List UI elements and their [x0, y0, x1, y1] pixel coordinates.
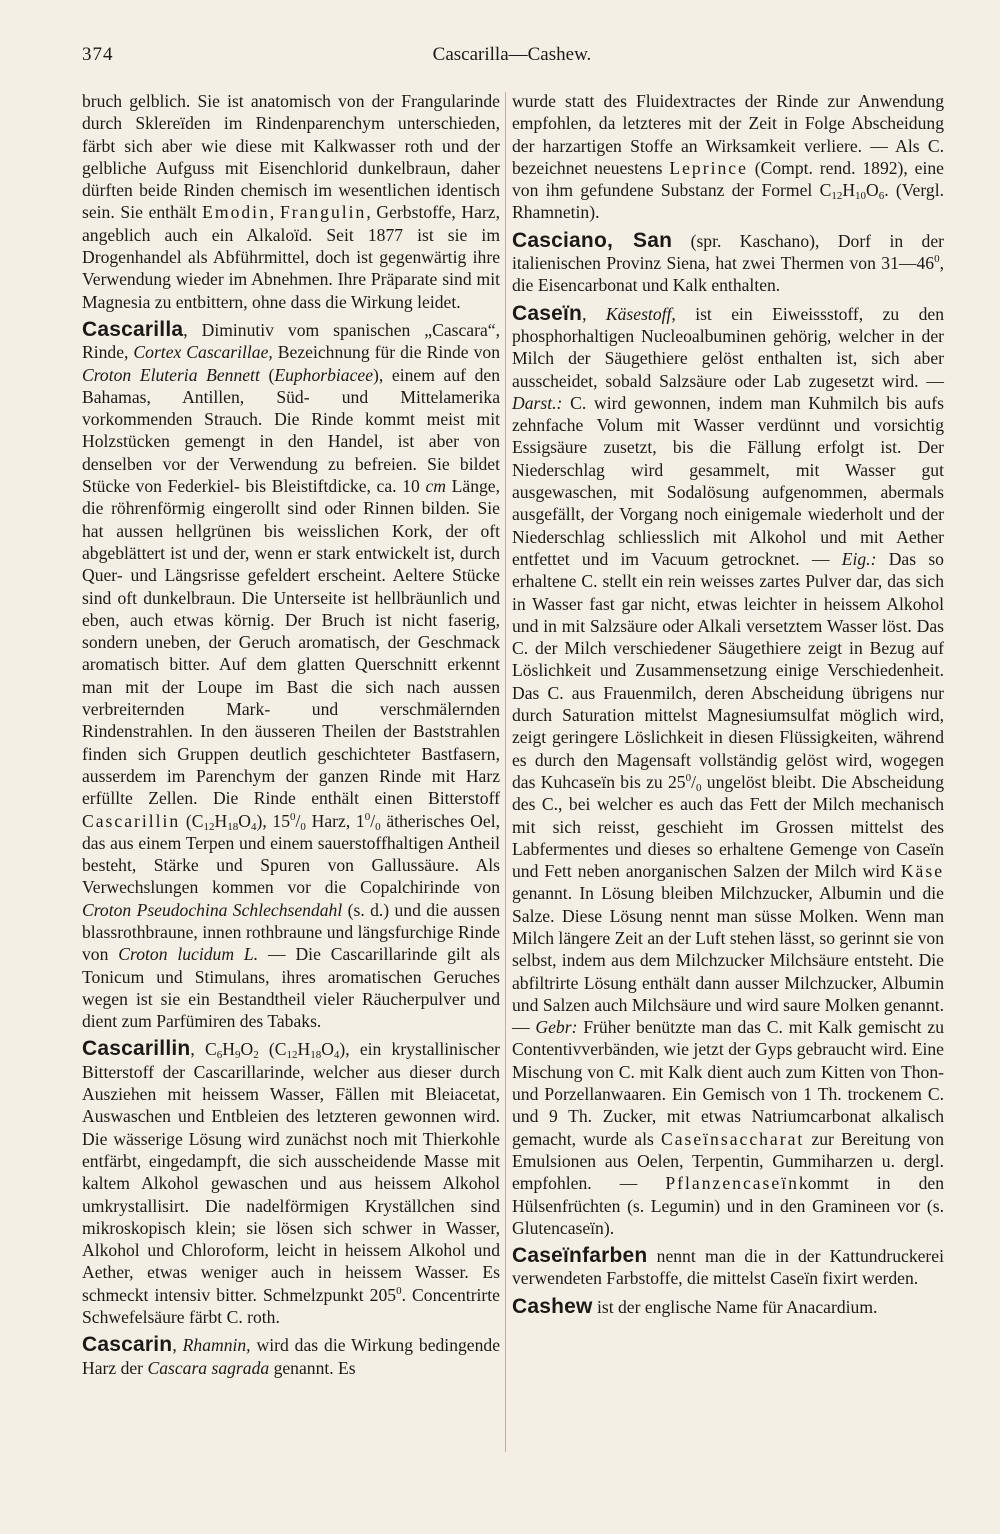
spaced-term: Frangulin — [279, 202, 367, 223]
spaced-term: Emodin — [202, 202, 270, 223]
entry-casciano: Casciano, San (spr. Kaschano), Dorf in der italienischen Provinz Siena, hat zwei Thermen von $31—46^0$, die Eisencarbonat und Kalk enthalten. — [512, 228, 945, 296]
headword: Caseïnfarben — [512, 1244, 648, 1268]
entry-casein: Caseïn, Käsestoff, ist ein Eiweissstoff, zu den phosphorhaltigen Nucleoalbuminen gehörig, welcher in der Milch der Säugethiere gelöst enthalten ist, sich aber ausscheidet, sobald Salzsäure oder Lab zugesetzt wird. — Darst.: C. wird gewonnen, indem man Kuhmilch bis aufs zehnfache Volum mit Wasser verdünnt und vorsichtig Essigsäure zusetzt, bis die Fällung erfolgt ist. Der Niederschlag wird gesammelt, mit Wasser gut ausgewaschen, mit Sodalösung aufgenommen, abermals ausgefällt, der Vorgang noch einigemale wiederholt und der Niederschlag schliesslich mit Alkohol und mit Aether entfettet und im Vacuum getrocknet. — Eig.: Das so erhaltene C. stellt ein rein weisses zartes Pulver dar, das sich in Wasser fast gar nicht, etwas leichter in heissem Alkohol und in mit Salzsäure oder Alkali versetztem Wasser löst. Das C. der Milch verschiedener Säugethiere zeigt in Bezug auf Löslichkeit und Zusammensetzung einige Verschiedenheit. Das C. aus Frauenmilch, deren Abscheidung übrigens nur durch Saturation mittelst Magnesiumsulfat möglich wird, zeigt geringere Löslichkeit in diesen Flüssigkeiten, während es durch den Magensaft vollständig gelöst wird, wogegen das Kuhcaseïn bis zu $25^0/_0$ ungelöst bleibt. Die Abscheidung des C., bei welcher es auch das Fett der Milch mechanisch mit sich reisst, geschieht im Grossen mittelst des Labfermentes und dieses so erhaltene Gemenge von Caseïn und Fett neben anorganischen Salzen der Milch wird Käse genannt. In Lösung bleiben Milchzucker, Albumin und die Salze. Diese Lösung nennt man süsse Molken. Wenn man Milch längere Zeit an der Luft stehen lässt, so gerinnt sie von selbst, indem aus dem Milchzucker Milchsäure entsteht. Die abfiltrirte Lösung enthält dann ausser Milchzucker, Albumin und Salzen auch Milchsäure und wird saure Molken genannt. — Gebr: Früher benützte man das C. mit Kalk gemischt zu Contentivverbänden, wie jetzt der Gyps gebraucht wird. Eine Mischung von C. mit Kalk dient auch zum Kitten von Thon- und Porzellanwaaren. Ein Gemisch von 1 Th. trockenem C. und 9 Th. Zucker, mit etwas Natriumcarbonat alkalisch gemacht, wurde als Caseïnsaccharat zur Bereitung von Emulsionen aus Oelen, Terpentin, Gummiharzen u. dergl. empfohlen. — Pflanzencaseïnkommt in den Hülsenfrüchten (s. Legumin) und in den Gramineen vor (s. Glutencaseïn). — [512, 301, 945, 1238]
headword: Cascarillin — [82, 1037, 191, 1061]
headword: Cascarilla — [82, 317, 184, 341]
entry-caseinfarben: Caseïnfarben nennt man die in der Kattundruckerei verwendeten Farbstoffe, die mittelst Caseïn fixirt werden. — [512, 1244, 944, 1289]
entry-cascarilla: Cascarilla, Diminutiv vom spanischen „Cascara“, Rinde, Cortex Cascarillae, Bezeichnung für die Rinde von Croton Eluteria Bennett (Euphorbiacee), einem auf den Bahamas, Antillen, Süd- und Mittelamerika vorkommenden Strauch. Die Rinde kommt meist mit Holzstücken gemengt in den Handel, ist aber von denselben vor der Verwendung zu befreien. Sie bildet Stücke von Federkiel- bis Bleistiftdicke, ca. 10 cm Länge, die röhrenförmig eingerollt sind oder Rinnen bilden. Sie hat aussen hellgrünen bis weisslichen Kork, der oft abgeblättert ist und der, wenn er stark entwickelt ist, durch Quer- und Längsrisse gefeldert erscheint. Aeltere Stücke sind oft dunkelbraun. Die Unterseite ist hellbräunlich und eben, auch etwas körnig. Der Bruch ist nicht faserig, sondern uneben, der Geruch aromatisch, der Geschmack aromatisch bitter. Auf dem glatten Querschnitt erkennt man mit der Loupe im Bast die sich nach aussen verbreiternden Mark- und verschmälernden Rindenstrahlen. In den äusseren Theilen der Baststrahlen finden sich Gruppen deutlich geschichteter Bastfasern, ausserdem im Parenchym der ganzen Rinde mit Harz erfüllte Zellen. Die Rinde enthält einen Bitterstoff Cascarillin $(C_{12}H_{18}O_4)$, $15^0/_0$ Harz, $1^0/_0$ ätherisches Oel, das aus einem Terpen und einem sauerstoffhaltigen Antheil besteht, Stärke und Spuren von Gallussäure. Als Verwechslungen kommen vor die Copalchirinde von Croton Pseudochina Schlechsendahl (s. d.) und die aussen blassrothbraune, innen rothbraune und längsfurchige Rinde von Croton lucidum L. — Die Cascarillarinde gilt als Tonicum und Stimulans, ihres aromatischen Geruches wegen ist sie ein Bestandtheil vieler Räucherpulver und dient zum Parfümiren des Tabaks. — [82, 317, 501, 1032]
headword: Caseïn — [512, 301, 583, 325]
column-divider — [505, 92, 506, 1452]
running-head: Cascarilla—Cashew. — [432, 44, 592, 65]
spaced-term: Leprince — [669, 157, 748, 178]
continuation-paragraph: bruch gelblich. Sie ist anatomisch von der Frangularinde durch Sklereïden im Rindenparenchym unterschieden, färbt sich aber wie diese mit Kalkwasser roth und der gelbliche Aufguss mit Eisenchlorid dunkelbraun, daher dürften beide Rinden chemisch im wesentlichen identisch sein. Sie enthält Emodin, Frangulin, Gerbstoffe, Harz, angeblich auch ein Alkaloïd. Seit 1877 ist sie im Drogenhandel als Abführmittel, doch ist gegenwärtig ihre Verwendung wieder im Abnehmen. Ihre Präparate sind mit Magnesia zu entbittern, ohne dass die Wirkung leidet. — [82, 91, 501, 312]
entry-cashew: Cashew ist der englische Name für Anacardium. — [512, 1294, 878, 1318]
spaced-term: Pflanzencaseïn — [665, 1173, 799, 1194]
spaced-term: Cascarillin — [82, 810, 181, 831]
entry-cascarin: Cascarin, Rhamnin, wird das die Wirkung bedingende Harz der Cascara sagrada genannt. Es — [82, 1333, 500, 1378]
continuation-paragraph: wurde statt des Fluidextractes der Rinde zur Anwendung empfohlen, da letzteres mit der Zeit in Folge Abscheidung der harzartigen Stoffe an Wirksamkeit verliere. — Als C. bezeichnet neuestens Leprince (Compt. rend. 1892), eine von ihm gefundene Substanz der Formel $C_{12}H_{10}O_6$. (Vergl. Rhamnetin). — [512, 91, 944, 223]
headword: Cascarin — [82, 1333, 173, 1357]
left-column — [82, 90, 500, 1379]
headword: Cashew — [512, 1294, 593, 1318]
page-header — [82, 44, 942, 70]
spaced-term: Caseïnsaccharat — [660, 1128, 805, 1149]
entry-cascarillin: Cascarillin, $C_6H_9O_2$ $(C_{12}H_{18}O_4)$, ein krystallinischer Bitterstoff der Cascarillarinde, welcher aus dieser durch Ausziehen mit heissem Wasser, Fällen mit Bleiacetat, Auswaschen und Entbleien des letzteren gewonnen wird. Die wässerige Lösung wird zunächst noch mit Thierkohle entfärbt, eingedampft, die sich ausscheidende Masse mit kaltem Alkohol gewaschen und aus heissem Alkohol umkrystallisirt. Die nadelförmigen Kryställchen sind mikroskopisch klein; sie lösen sich schwer in Wasser, Alkohol und Chloroform, leicht in heissem Alkohol und Aether, etwas weniger auch in heissem Wasser. Es schmeckt intensiv bitter. Schmelzpunkt $205^0$. Concentrirte Schwefelsäure färbt C. roth. — [82, 1037, 500, 1328]
right-column — [512, 90, 944, 1318]
headword: Casciano, San — [512, 228, 673, 252]
spaced-term: Käse — [900, 861, 944, 882]
page-number: 374 — [82, 44, 114, 65]
